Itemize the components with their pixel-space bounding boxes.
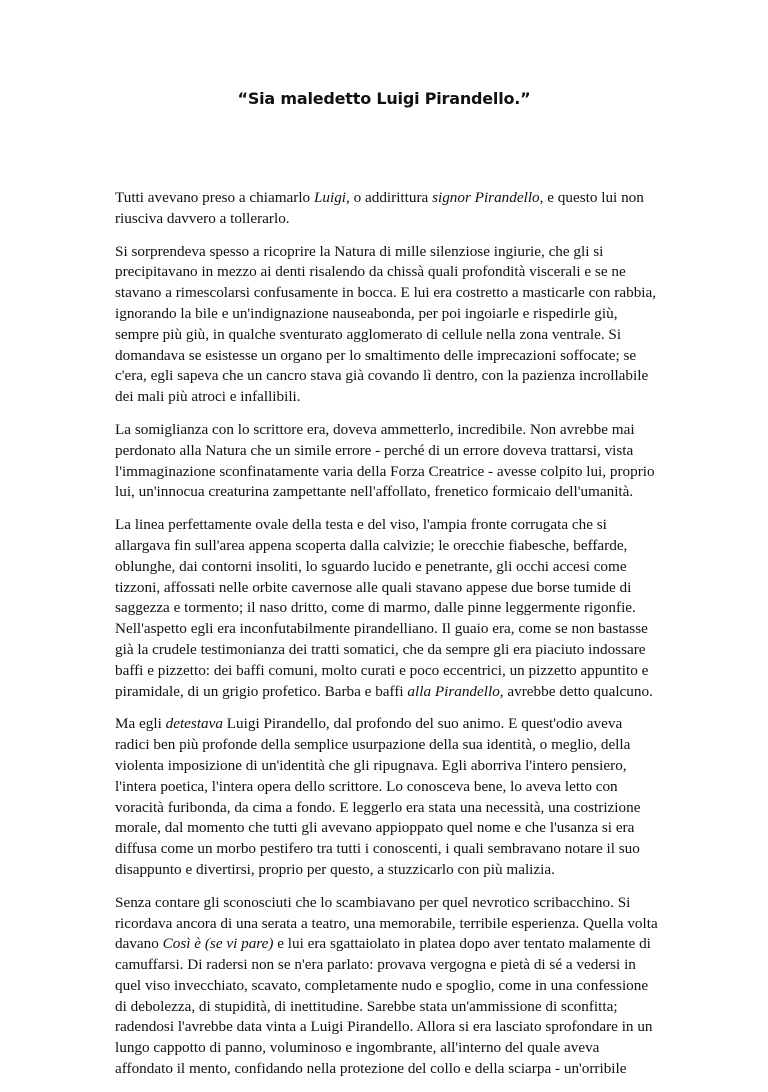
paragraph-text: Luigi Pirandello, dal profondo del suo animo. E quest'odio aveva radici ben più profonde della semplice usurpazione della sua identità, o meglio, della violenta imposizione di un'identità che gli ripugnava. Egli aborriva l'intero pensiero, l'intera poetica, l'intera opera dello scrittore. Lo conosceva bene, lo aveva letto con voracità furibonda, da cima a fondo. E leggerlo era stata una necessità, una costrizione morale, dal momento che tutti gli avevano appioppato quel nome e che l'usanza si era diffusa come un morbo pestifero tra tutti i conoscenti, i quali sembravano notare il suo disappunto e divertirsi, proprio per questo, a stuzzicarlo con più malizia. bbox=[115, 715, 641, 878]
paragraph-text: La somiglianza con lo scrittore era, doveva ammetterlo, incredibile. Non avrebbe mai perdonato alla Natura che un simile errore - perché di un errore doveva trattarsi, vista l'immaginazione sconfinatamente varia della Forza Creatrice - avesse colpito lui, proprio lui, un'innocua creaturina zampettante nell'affollato, frenetico formicaio dell'umanità. bbox=[115, 420, 655, 501]
paragraph bbox=[115, 515, 660, 702]
paragraph bbox=[115, 420, 660, 503]
paragraph-text: Si sorprendeva spesso a ricoprire la Natura di mille silenziose ingiurie, che gli si precipitavano in mezzo ai denti risalendo da chissà quali profondità viscerali e se ne stavano a rimescolarsi confusamente in bocca. E lui era costretto a masticarle con rabbia, ignorando la bile e un'indignazione nauseabonda, per poi ingoiarle e rispedirle giù, sempre più giù, in qualche sventurato agglomerato di cellule nella zona ventrale. Si domandava se esistesse un organo per lo smaltimento delle imprecazioni soffocate; se c'era, egli sapeva che un cancro stava già covando lì dentro, con la pazienza incrollabile dei mali più atroci e infallibili. bbox=[115, 242, 657, 406]
italic-text: detestava bbox=[165, 715, 223, 733]
paragraph bbox=[115, 242, 660, 408]
paragraph-text: La linea perfettamente ovale della testa e del viso, l'ampia fronte corrugata che si allargava fin sull'area appena scoperta dalla calvizie; le orecchie fiabesche, beffarde, oblunghe, dai contorni insoliti, lo sguardo lucido e penetrante, gli occhi accesi come tizzoni, affossati nelle orbite cavernose alle quali stavano appese due borse tumide di saggezza e tormento; il naso dritto, come di marmo, dalle pinne leggermente rigonfie. Nell'aspetto egli era inconfutabilmente pirandelliano. Il guaio era, come se non bastasse già la crudele testimonianza dei tratti somatici, che da sempre gli era piaciuto indossare baffi e pizzetto: dei baffi comuni, molto curati e poco eccentrici, un pizzetto appuntito e piramidale, di un grigio profetico. Barba e baffi bbox=[115, 516, 649, 700]
paragraph-text: , avrebbe detto qualcuno. bbox=[499, 682, 653, 700]
paragraph bbox=[115, 188, 660, 230]
italic-text: alla Pirandello bbox=[407, 682, 500, 700]
paragraph-text: , e questo lui non riusciva davvero a tollerarlo. bbox=[115, 189, 644, 227]
paragraph-text: e lui era sgattaiolato in platea dopo aver tentato malamente di camuffarsi. Di radersi non se n'era parlato: provava vergogna e pietà di sé a vedersi in quel viso invecchiato, scavato, completamente nudo e spoglio, come in una confessione di debolezza, di stupidità, di inettitudine. Sarebbe stata un'ammissione di sconfitta; radendosi l'avrebbe data vinta a Luigi Pirandello. Allora si era lasciato sprofondare in un lungo cappotto di panno, voluminoso e ingombrante, all'interno del quale aveva affondato il mento, confidando nella protezione del collo e della sciarpa - un'orribile bbox=[115, 935, 653, 1078]
document-title: “Sia maledetto Luigi Pirandello.” bbox=[237, 89, 531, 108]
paragraph bbox=[115, 714, 660, 880]
paragraph-text: Senza contare gli sconosciuti che lo scambiavano per quel nevrotico scribacchino. Si ricordava ancora di una serata a teatro, una memorabile, terribile esperienza. Quella volta davano bbox=[115, 893, 658, 953]
paragraph bbox=[115, 893, 660, 1080]
paragraph-text: Ma egli bbox=[115, 715, 166, 733]
document-body bbox=[115, 188, 660, 1092]
italic-text: Luigi bbox=[313, 189, 347, 206]
italic-text: signor Pirandello bbox=[432, 189, 540, 206]
paragraph-text: , o addirittura bbox=[346, 189, 433, 206]
italic-text: Così è (se vi pare) bbox=[162, 935, 274, 953]
paragraph-text: Tutti avevano preso a chiamarlo bbox=[115, 189, 314, 206]
